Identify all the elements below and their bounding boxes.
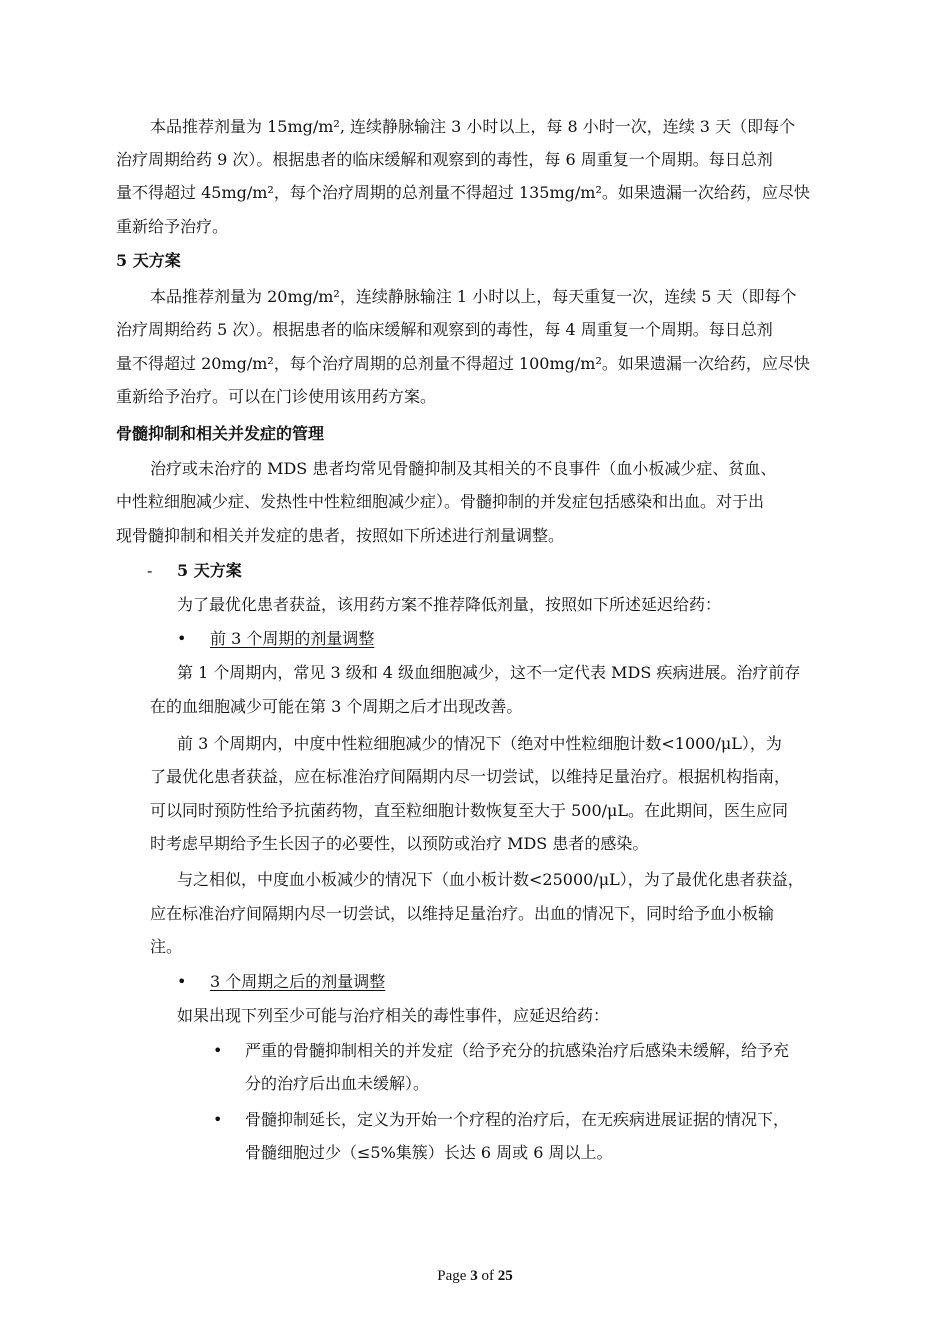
text-line: 应在标准治疗间隔期内尽一切尝试，以维持足量治疗。出血的情况下，同时给予血小板输 — [150, 904, 775, 923]
text-line: 本品推荐剂量为 20mg/m²，连续静脉输注 1 小时以上，每天重复一次，连续 5 天（即每个 — [150, 287, 797, 306]
text-line: 可以同时预防性给予抗菌药物，直至粒细胞计数恢复至大于 500/μL。在此期间，医生应同 — [150, 801, 789, 820]
text-line: 骨髓抑制延长，定义为开始一个疗程的治疗后，在无疾病进展证据的情况下， — [245, 1110, 790, 1129]
text-line: 如果出现下列至少可能与治疗相关的毒性事件，应延迟给药： — [177, 1006, 610, 1025]
text-line: 了最优化患者获益，应在标准治疗间隔期内尽一切尝试，以维持足量治疗。根据机构指南， — [150, 767, 791, 786]
text-line: 骨髓细胞过少（≤5%集簇）长达 6 周或 6 周以上。 — [245, 1143, 613, 1162]
text-line: 本品推荐剂量为 15mg/m², 连续静脉输注 3 小时以上，每 8 小时一次，连续 3 天（即每个 — [150, 117, 796, 136]
text-line: 严重的骨髓抑制相关的并发症（给予充分的抗感染治疗后感染未缓解，给予充 — [245, 1041, 790, 1060]
of-word: of — [481, 1268, 494, 1284]
bullet-heading: 前 3 个周期的剂量调整 — [210, 629, 375, 648]
page-footer — [0, 1266, 950, 1286]
bullet-marker: • — [177, 972, 187, 991]
bullet-marker: • — [213, 1041, 223, 1060]
text-line: 重新给予治疗。可以在门诊使用该用药方案。 — [116, 387, 437, 406]
page-number: 3 — [470, 1268, 478, 1284]
section-heading: 骨髓抑制和相关并发症的管理 — [116, 424, 325, 443]
text-line: 第 1 个周期内，常见 3 级和 4 级血细胞减少，这不一定代表 MDS 疾病进展。治疗前存 — [177, 663, 801, 682]
text-line: 注。 — [150, 937, 183, 956]
text-line: 前 3 个周期内，中度中性粒细胞减少的情况下（绝对中性粒细胞计数<1000/μL），为 — [177, 734, 782, 753]
text-line: 量不得超过 45mg/m²，每个治疗周期的总剂量不得超过 135mg/m²。如果遗漏一次给药，应尽快 — [116, 183, 810, 202]
text-line: 中性粒细胞减少症、发热性中性粒细胞减少症）。骨髓抑制的并发症包括感染和出血。对于出 — [116, 492, 765, 511]
text-line: 重新给予治疗。 — [116, 217, 229, 236]
subsection-heading: 5 天方案 — [177, 561, 242, 580]
text-line: 治疗周期给药 5 次）。根据患者的临床缓解和观察到的毒性，每 4 周重复一个周期。每日总剂 — [116, 320, 773, 339]
text-line: 与之相似，中度血小板减少的情况下（血小板计数<25000/μL），为了最优化患者获益， — [177, 870, 804, 889]
text-line: 在的血细胞减少可能在第 3 个周期之后才出现改善。 — [150, 697, 523, 716]
text-line: 量不得超过 20mg/m²，每个治疗周期的总剂量不得超过 100mg/m²。如果遗漏一次给药，应尽快 — [116, 354, 810, 373]
bullet-marker: • — [177, 629, 187, 648]
text-line: 现骨髓抑制和相关并发症的患者，按照如下所述进行剂量调整。 — [116, 526, 565, 545]
text-line: 时考虑早期给予生长因子的必要性，以预防或治疗 MDS 患者的感染。 — [150, 834, 649, 853]
text-line: 为了最优化患者获益，该用药方案不推荐降低剂量，按照如下所述延迟给药： — [177, 595, 722, 614]
bullet-marker: • — [213, 1110, 223, 1129]
section-heading: 5 天方案 — [116, 251, 181, 270]
text-line: 治疗或未治疗的 MDS 患者均常见骨髓抑制及其相关的不良事件（血小板减少症、贫血、 — [150, 459, 777, 478]
bullet-heading: 3 个周期之后的剂量调整 — [210, 972, 386, 991]
text-line: 分的治疗后出血未缓解）。 — [245, 1074, 430, 1093]
dash-marker: - — [147, 561, 153, 580]
text-line: 治疗周期给药 9 次）。根据患者的临床缓解和观察到的毒性，每 6 周重复一个周期。每日总剂 — [116, 150, 773, 169]
page-total: 25 — [497, 1268, 513, 1284]
page-word: Page — [437, 1268, 467, 1284]
